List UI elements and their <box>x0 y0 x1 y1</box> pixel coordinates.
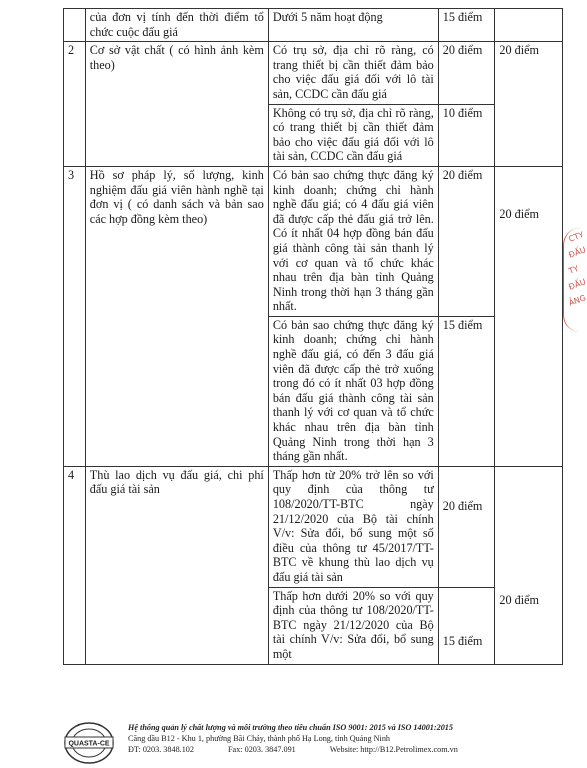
quasta-cert-logo <box>62 720 116 766</box>
score-cell: 20 điểm <box>438 166 495 316</box>
footer-text <box>128 722 568 755</box>
criterion-cell: Thù lao dịch vụ đấu giá, chi phí đấu giá tài sản <box>85 466 268 664</box>
svg-text:QUASTA-CE: QUASTA-CE <box>68 740 110 748</box>
row-number: 2 <box>64 42 86 167</box>
table-row <box>64 166 563 316</box>
scoring-table <box>63 8 563 665</box>
stamp-text: CTY <box>567 230 585 244</box>
footer-fax: Fax: 0203. 3847.091 <box>228 745 296 754</box>
max-score-cell <box>495 9 563 42</box>
table-row <box>64 9 563 42</box>
stamp-text: ĐẤU <box>567 277 587 292</box>
max-score-cell: 20 điểm <box>495 42 563 167</box>
score-cell: 20 điểm <box>438 42 495 104</box>
max-score-cell: 20 điểm <box>495 466 563 664</box>
detail-cell: Có bản sao chứng thực đăng ký kinh doanh; chứng chỉ hành nghề đấu giá; có 4 đấu giá viên đã được cấp thẻ đấu giá trở lên. Có ít nhất 04 hợp đồng bán đấu giá thành công tài sản thanh lý với cơ quan và tổ chức khác nhau trên địa bàn tỉnh Quảng Ninh trong thời hạn 3 tháng gần nhất. <box>268 166 438 316</box>
detail-cell: Dưới 5 năm hoạt động <box>268 9 438 42</box>
detail-cell: Không có trụ sở, địa chỉ rõ ràng, có trang thiết bị cần thiết đảm bảo cho việc đấu giá đối với lô tài sản, CCDC cần đấu giá <box>268 104 438 166</box>
criterion-cell: Cơ sở vật chất ( có hình ảnh kèm theo) <box>85 42 268 167</box>
score-cell: 15 điểm <box>438 9 495 42</box>
table-row <box>64 42 563 104</box>
score-cell: 15 điểm <box>438 316 495 466</box>
detail-cell: Thấp hơn dưới 20% so với quy định của thông tư 108/2020/TT-BTC ngày 21/12/2020 của Bộ tài chính V/v: Sửa đổi, bổ sung một <box>268 587 438 664</box>
footer-contacts <box>128 744 568 755</box>
row-number: 3 <box>64 166 86 466</box>
table-row <box>64 466 563 587</box>
score-cell: 10 điểm <box>438 104 495 166</box>
red-seal-stamp <box>563 228 587 332</box>
row-number: 4 <box>64 466 86 664</box>
criterion-cell: của đơn vị tính đến thời điểm tổ chức cuộc đấu giá <box>85 9 268 42</box>
detail-cell: Thấp hơn từ 20% trở lên so với quy định của thông tư 108/2020/TT-BTC ngày 21/12/2020 của Bộ tài chính V/v: Sửa đổi, bổ sung một số điều của thông tư 45/2017/TT-BTC về khung thù lao dịch vụ đấu giá tài sản <box>268 466 438 587</box>
page-footer <box>60 716 560 768</box>
footer-phone: ĐT: 0203. 3848.102 <box>128 745 194 754</box>
footer-website: Website: http://B12.Petrolimex.com.vn <box>329 745 458 754</box>
criterion-cell: Hồ sơ pháp lý, số lượng, kinh nghiệm đấu giá viên hành nghề tại đơn vị ( có danh sách và bản sao các hợp đồng kèm theo) <box>85 166 268 466</box>
stamp-text: TY <box>567 263 580 276</box>
stamp-text: ẢNG <box>567 293 587 308</box>
detail-cell: Có trụ sở, địa chỉ rõ ràng, có trang thiết bị cần thiết đảm bảo cho việc đấu giá đối với lô tài sản, CCDC cần đấu giá <box>268 42 438 104</box>
row-number <box>64 9 86 42</box>
stamp-text: ĐẤU <box>567 245 587 260</box>
score-cell: 15 điểm <box>438 587 495 664</box>
score-cell: 20 điểm <box>438 466 495 587</box>
footer-iso-line: Hệ thống quản lý chất lượng và môi trường theo tiêu chuẩn ISO 9001: 2015 và ISO 14001:2015 <box>128 723 453 732</box>
footer-address: Căng dầu B12 - Khu 1, phường Bãi Cháy, thành phố Hạ Long, tỉnh Quảng Ninh <box>128 734 391 743</box>
detail-cell: Có bản sao chứng thực đăng ký kinh doanh; chứng chỉ hành nghề đấu giá, có đến 3 đấu giá viên đã được cấp thẻ trở xuống trong đó có ít nhất 03 hợp đồng bán đấu giá thành công tài sản thanh lý với cơ quan và tổ chức khác nhau trên địa bàn tỉnh Quảng Ninh trong thời hạn 3 tháng gần nhất. <box>268 316 438 466</box>
max-score-cell: 20 điểm <box>495 166 563 466</box>
